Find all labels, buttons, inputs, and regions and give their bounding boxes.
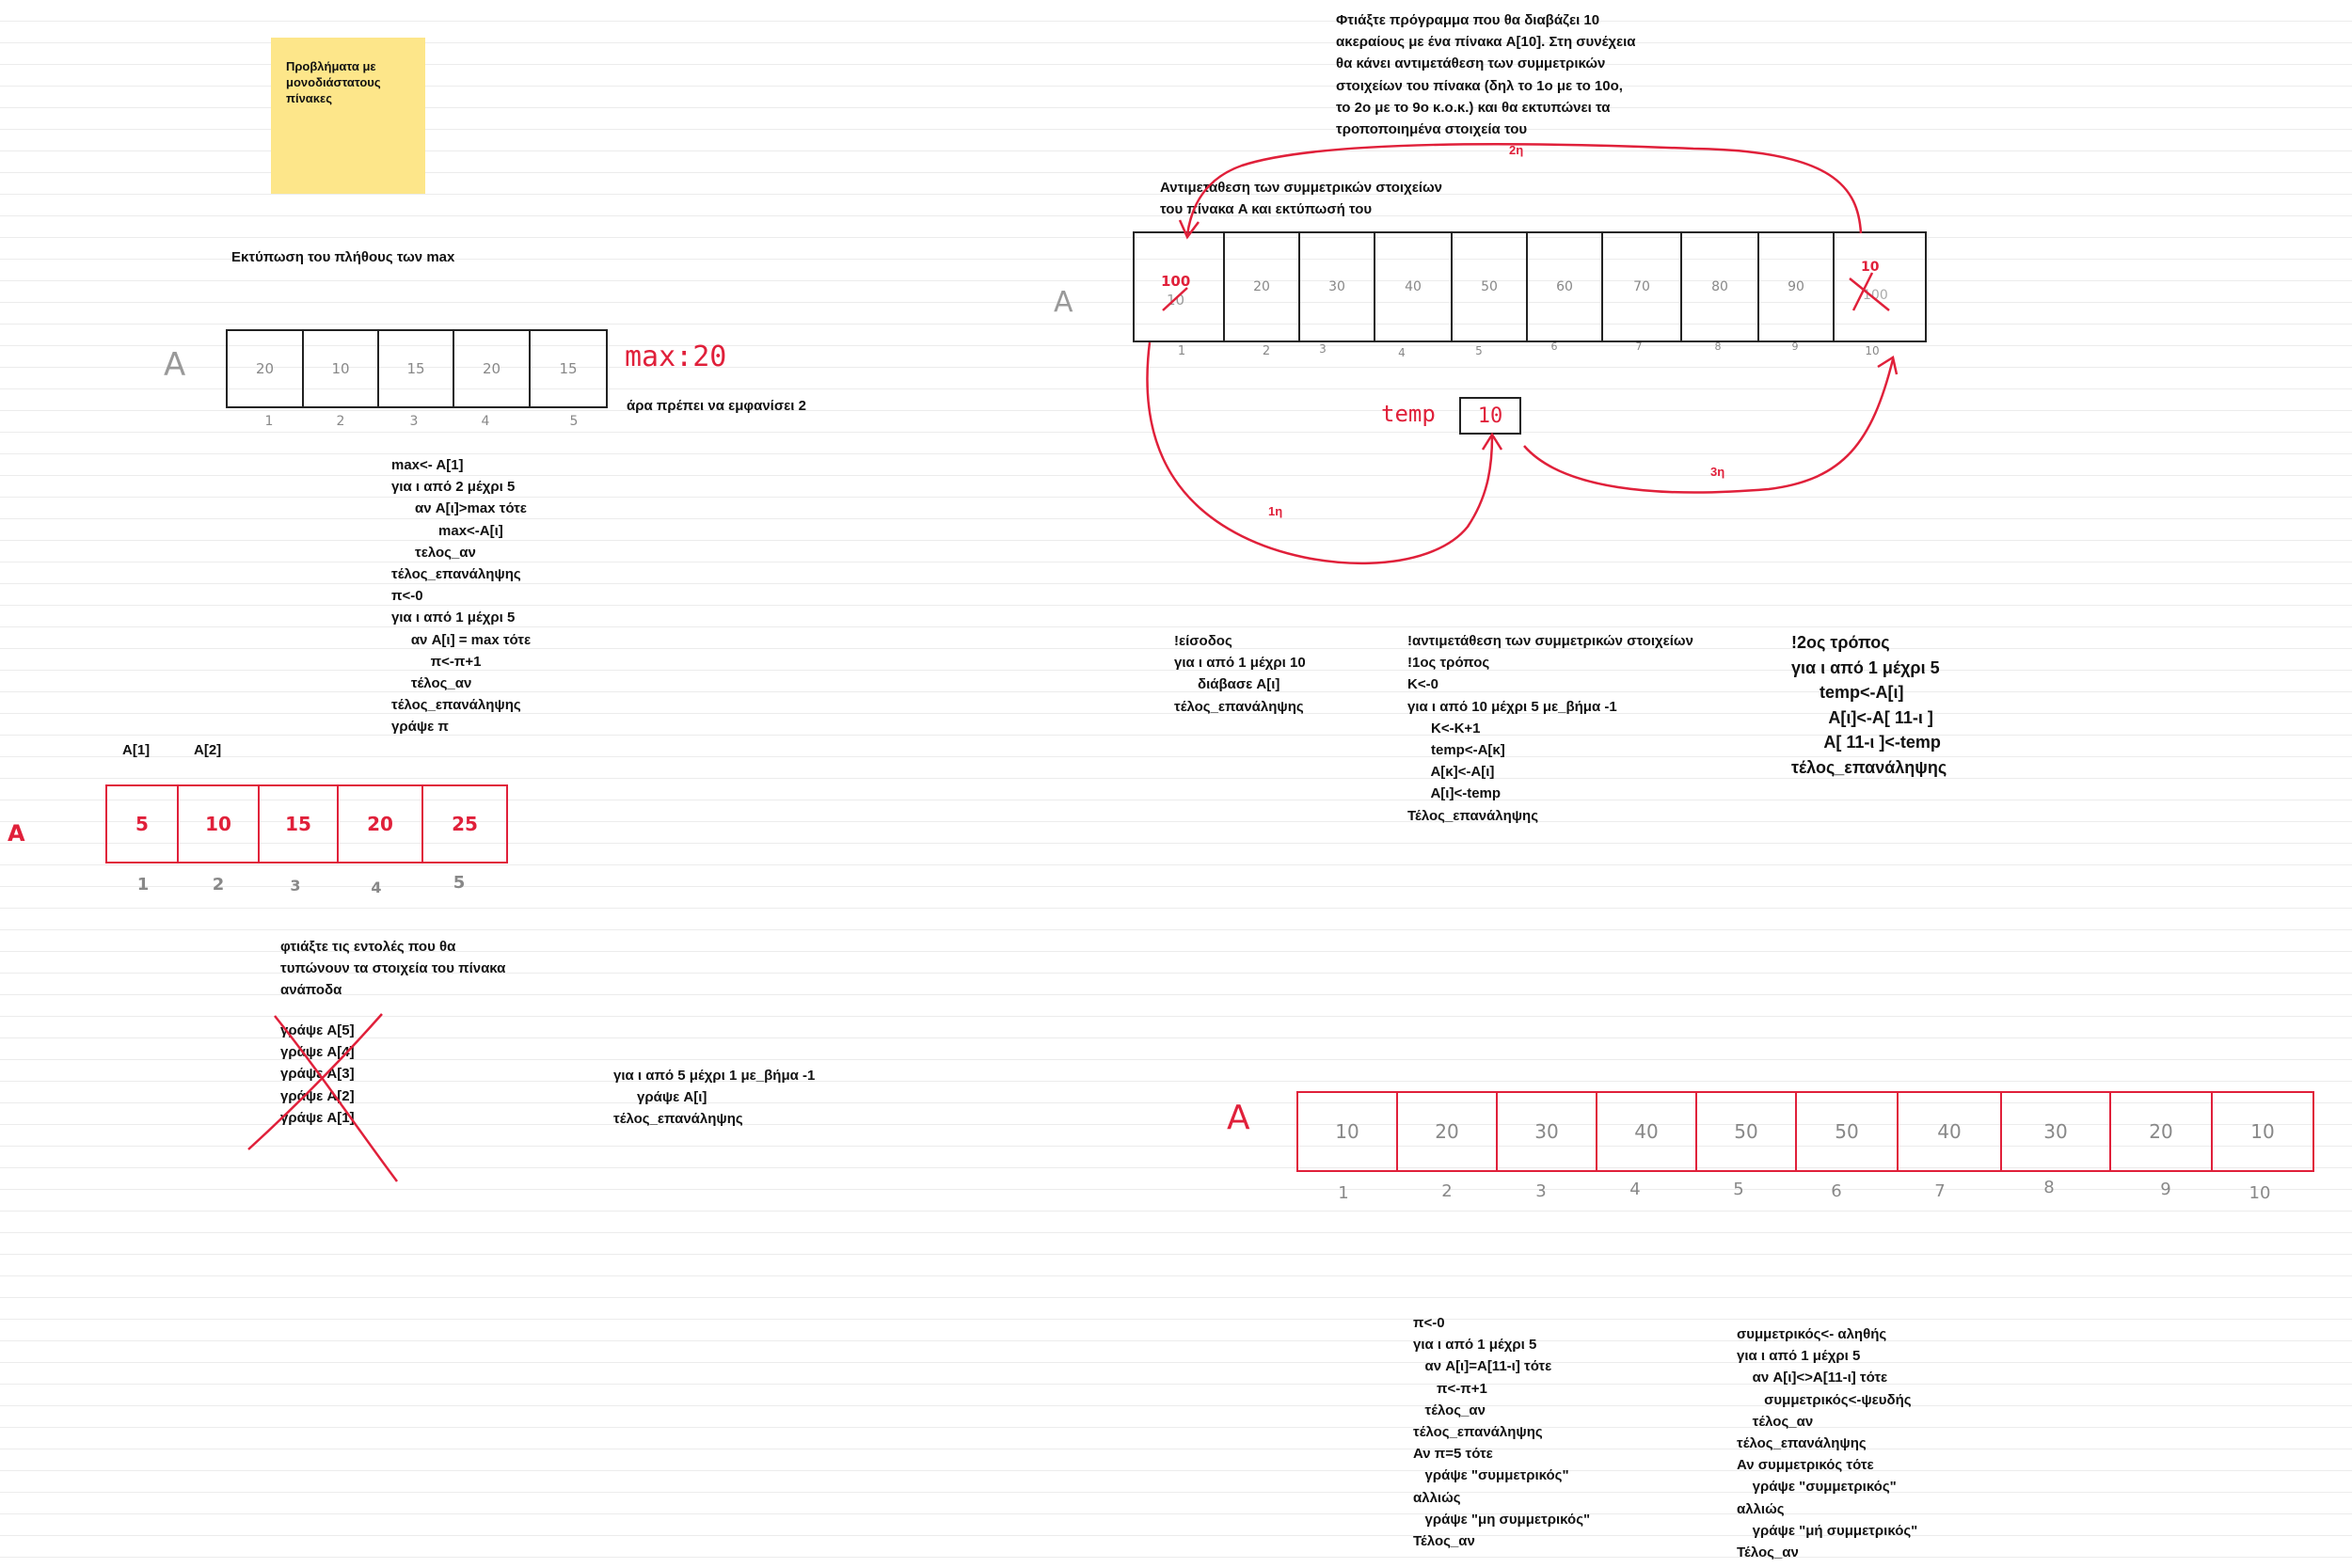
array4-index: 7 [1934,1181,1946,1201]
array3-index: 3 [1319,342,1327,356]
array3-new-last: 10 [1861,260,1880,275]
array3-index: 9 [1791,341,1799,353]
array2-cell: 5 [107,786,179,862]
array1-cell: 10 [304,331,379,406]
array4-cell: 20 [2111,1093,2213,1170]
array2-cell: 25 [452,813,478,835]
array3-label: A [1054,286,1073,319]
array4-cell: 10 [1298,1093,1398,1170]
array2-cell: 10 [179,786,260,862]
task-description: Φτιάξτε πρόγραμμα που θα διαβάζει 10 ακεραίους με ένα πίνακα A[10]. Στη συνέχεια θα κάνει αντιμετάθεση των συμμετρικών στοιχείων του πίνακα (δηλ το 1ο με το 10ο, το 2ο με το 9ο κ.ο.κ.) και θα εκτυπώνει τα τροποποιημένα στοιχεία του [1336,12,1636,138]
array2-cell: 20 [339,786,423,862]
array4-cell: 20 [1398,1093,1498,1170]
array3-index: 6 [1550,341,1558,353]
array3-cell [1835,233,1925,341]
array4-index: 8 [2043,1178,2055,1197]
array2-index: 4 [371,879,382,896]
array4-index: 3 [1535,1181,1547,1201]
temp-value: 10 [1477,404,1503,428]
array4-cell: 40 [1597,1093,1697,1170]
array4-cell: 50 [1797,1093,1899,1170]
array2-index: 1 [136,875,150,895]
array4-index: 6 [1831,1181,1842,1201]
code-symmetric-2: συμμετρικός<- αληθής για ι από 1 μέχρι 5 αν A[ι]<>A[11-ι] τότε συμμετρικός<-ψευδής τέλος_αν τέλος_επανάληψης Αν συμμετρικός τότε γράψε "συμμετρικός" αλλιώς γράψε "μή συμμετρικός" Τέλος_αν [1737,1326,1918,1561]
label-a1: A[1] [122,742,151,758]
array1-cell: 15 [379,331,454,406]
code-max-count: max<- A[1] για ι από 2 μέχρι 5 αν A[ι]>max τότε max<-A[ι] τελος_αν τέλος_επανάληψης π<-0 για ι από 1 μέχρι 5 αν A[ι] = max τότε π<-π+1 τέλος_αν τέλος_επανάληψης γράψε π [391,457,532,736]
array3-cell: 80 [1682,233,1759,341]
array4-cell: 30 [1498,1093,1597,1170]
array1-index: 4 [481,414,490,429]
array4-cell: 30 [2002,1093,2111,1170]
array3-index: 4 [1398,346,1406,359]
array3-new-first: 100 [1161,273,1191,290]
loop-code: για ι από 5 μέχρι 1 με_βήμα -1 γράψε A[ι] τέλος_επανάληψης [613,1068,816,1128]
array3-index: 5 [1475,344,1483,357]
array1-cell: 15 [559,360,578,377]
answer-note: άρα πρέπει να εμφανίσει 2 [627,398,806,414]
array1-index: 3 [409,414,419,429]
array4-cell: 50 [1697,1093,1797,1170]
step1-label: 1η [1268,504,1283,518]
array3-index: 2 [1262,344,1271,358]
array3-old-first: 10 [1167,292,1185,309]
array3-cell: 20 [1225,233,1300,341]
step3-label: 3η [1710,465,1725,479]
array3-cell: 90 [1759,233,1835,341]
code-symmetric-1: π<-0 για ι από 1 μέχρι 5 αν A[ι]=A[11-ι] τότε π<-π+1 τέλος_αν τέλος_επανάληψης Αν π=5 τότε γράψε "συμμετρικός" αλλιώς γράψε "μη συμμετρικός" Τέλος_αν [1413,1315,1591,1550]
array3-index: 1 [1177,344,1186,358]
array3-cell: 30 [1300,233,1375,341]
array4 [1296,1091,2314,1172]
max-note: max:20 [625,341,727,373]
array4-cell: 40 [1899,1093,2002,1170]
crossed-code: γράψε A[5] γράψε A[4] γράψε A[3] γράψε A[2] γράψε A[1] [280,1022,355,1126]
array3-index: 7 [1635,341,1643,353]
array1-label: A [164,346,186,384]
temp-box [1459,397,1521,435]
array4-index: 10 [2249,1183,2271,1203]
temp-label: temp [1381,401,1436,427]
array2 [105,784,508,863]
array3-index: 10 [1865,344,1880,357]
array2-index: 5 [453,873,466,893]
array3-cell: 50 [1453,233,1528,341]
array2-cell: 15 [260,786,339,862]
array2-index: 3 [290,877,301,895]
array4-cell: 10 [2250,1120,2275,1143]
array2-label: A [8,820,25,847]
sticky-note[interactable]: Προβλήματα με μονοδιάστατους πίνακες [271,38,425,194]
array3 [1133,231,1927,342]
array1 [226,329,608,408]
array1-index: 5 [569,414,579,429]
array3-cell: 40 [1375,233,1453,341]
code-swap-method1: !αντιμετάθεση των συμμετρικών στοιχείων !1ος τρόπος K<-0 για ι από 10 μέχρι 5 με_βήμα -1 K<-K+1 temp<-A[κ] A[κ]<-A[ι] A[ι]<-temp Τέλος_επανάληψης [1407,633,1693,824]
label-a2: A[2] [194,742,222,758]
code-swap-method2: !2ος τρόπος για ι από 1 μέχρι 5 temp<-A[ι] A[ι]<-A[ 11-ι ] A[ 11-ι ]<-temp τέλος_επανάληψης [1791,633,1947,777]
code-input: !είσοδος για ι από 1 μέχρι 10 διάβασε A[ι] τέλος_επανάληψης [1174,633,1306,715]
array4-index: 2 [1441,1181,1453,1201]
array1-index: 1 [264,414,274,429]
array3-cell: 70 [1603,233,1682,341]
array1-index: 2 [336,414,345,429]
heading-max-count: Εκτύπωση του πλήθους των max [231,249,455,265]
step2-label: 2η [1509,143,1524,157]
array3-index: 8 [1714,341,1722,353]
array2-index: 2 [212,875,225,895]
array3-old-last: 100 [1863,288,1888,303]
array1-cell: 20 [228,331,304,406]
array4-index: 4 [1629,1180,1641,1199]
array4-index: 9 [2160,1180,2171,1199]
array4-index: 1 [1338,1183,1349,1203]
array1-cell: 20 [454,331,531,406]
array4-index: 5 [1733,1180,1744,1199]
array4-label: A [1227,1099,1250,1137]
array3-cell: 60 [1528,233,1603,341]
swap-heading: Αντιμετάθεση των συμμετρικών στοιχείων του πίνακα A και εκτύπωσή του [1160,180,1443,218]
reverse-task: φτιάξτε τις εντολές που θα τυπώνουν τα στοιχεία του πίνακα ανάποδα [280,939,506,999]
